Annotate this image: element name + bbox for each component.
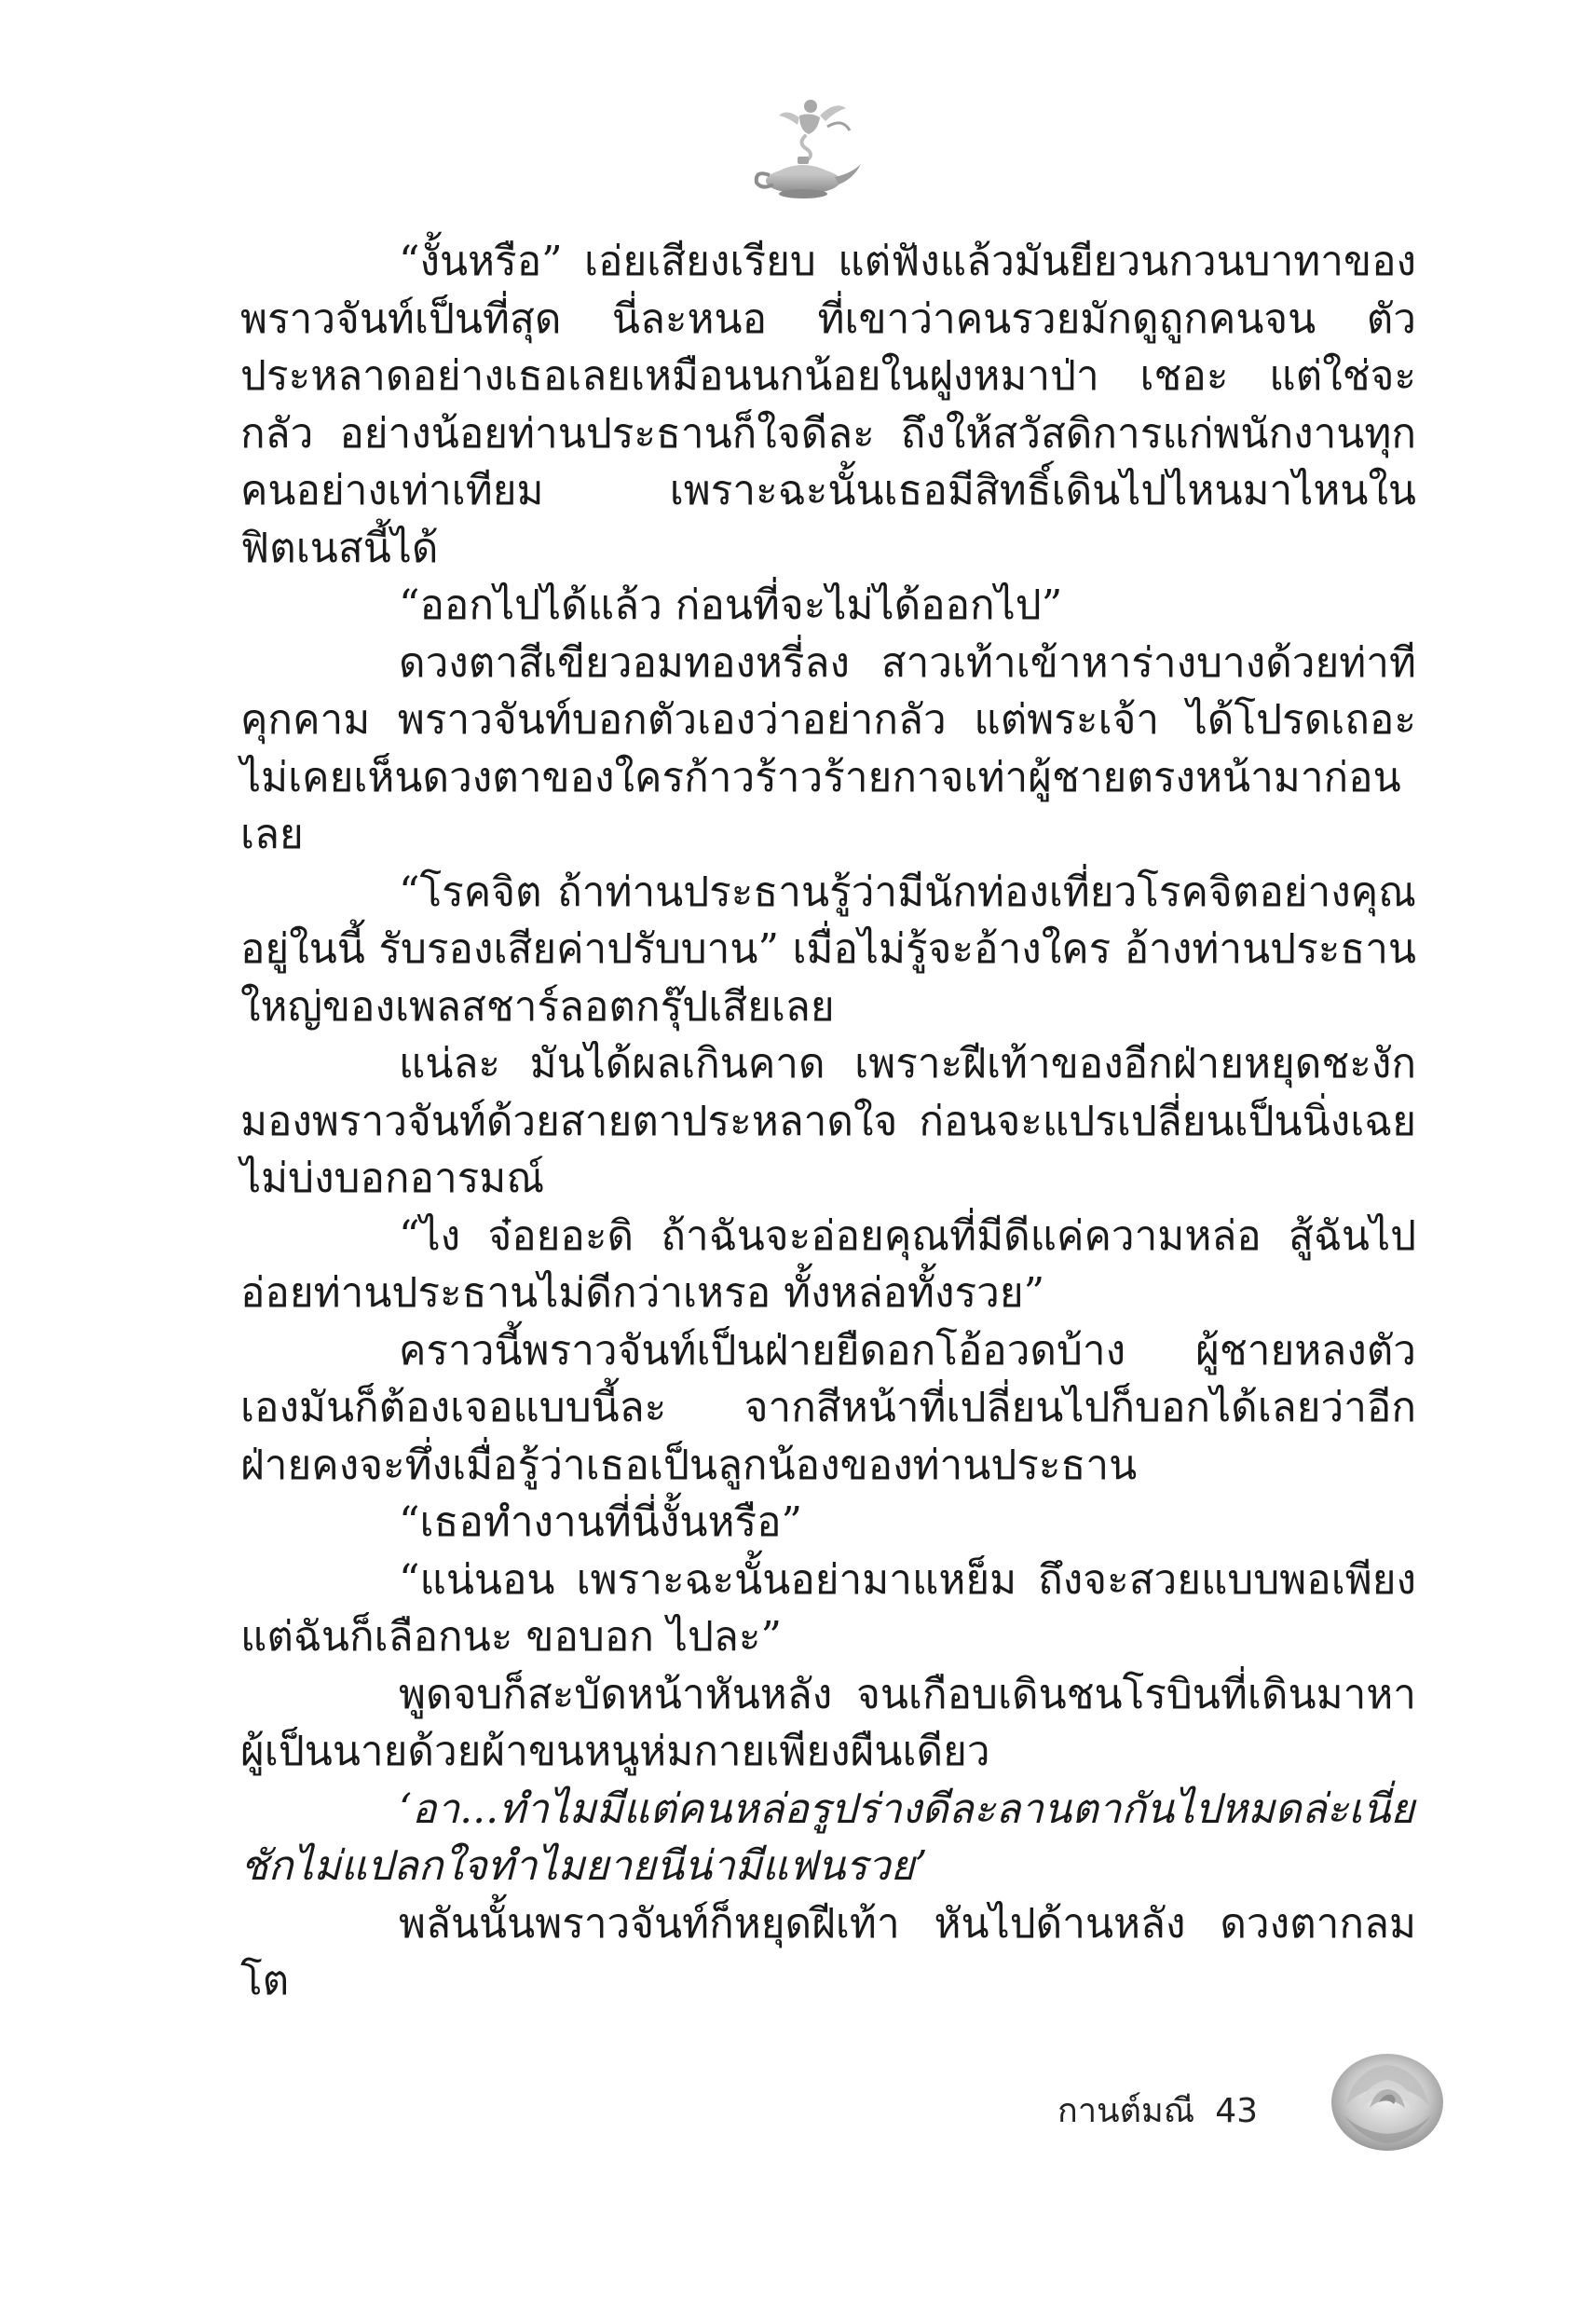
paragraph-1: “งั้นหรือ” เอ่ยเสียงเรียบ แต่ฟังแล้วมันยียวนกวนบาทาของพราวจันท์เป็นที่สุด นี่ละหนอ ที่เขาว่าคนรวยมักดูถูกคนจน ตัวประหลาดอย่างเธอเลยเหมือนนกน้อยในฝูงหมาป่า เชอะ แต่ใช่จะกลัว อย่างน้อยท่านประธานก็ใจดีละ ถึงให้สวัสดิการแก่พนักงานทุกคนอย่างเท่าเทียม เพราะฉะนั้นเธอมีสิทธิ์เดินไปไหนมาไหนในฟิตเนสนี้ได้	[240, 238, 1416, 572]
paragraph-4: “โรคจิต ถ้าท่านประธานรู้ว่ามีนักท่องเที่ยวโรคจิตอย่างคุณอยู่ในนี้ รับรองเสียค่าปรับบาน” เมื่อไม่รู้จะอ้างใคร อ้างท่านประธานใหญ่ของเพลสชาร์ลอตกรุ๊ปเสียเลย	[240, 868, 1416, 1031]
paragraph-8: “เธอทำงานที่นี่งั้นหรือ”	[399, 1498, 802, 1546]
paragraph-3: ดวงตาสีเขียวอมทองหรี่ลง สาวเท้าเข้าหาร่างบางด้วยท่าทีคุกคาม พราวจันท์บอกตัวเองว่าอย่ากลัว แต่พระเจ้า ได้โปรดเถอะ ไม่เคยเห็นดวงตาของใครก้าวร้าวร้ายกาจเท่าผู้ชายตรงหน้ามาก่อนเลย	[240, 638, 1416, 858]
body-text	[240, 233, 1416, 2010]
paragraph-5: แน่ละ มันได้ผลเกินคาด เพราะฝีเท้าของอีกฝ่ายหยุดชะงักมองพราวจันท์ด้วยสายตาประหลาดใจ ก่อนจะแปรเปลี่ยนเป็นนิ่งเฉยไม่บ่งบอกอารมณ์	[240, 1040, 1416, 1202]
paragraph-11-thought: ‘อา...ทำไมมีแต่คนหล่อรูปร่างดีละลานตากันไปหมดล่ะเนี่ย ชักไม่แปลกใจทำไมยายนีน่ามีแฟนรวย’	[240, 1785, 1415, 1890]
page-number: 43	[1215, 2092, 1258, 2130]
paragraph-10: พูดจบก็สะบัดหน้าหันหลัง จนเกือบเดินชนโรบินที่เดินมาหาผู้เป็นนายด้วยผ้าขนหนูห่มกายเพียงผืนเดียว	[240, 1670, 1416, 1775]
genie-lamp-icon	[745, 89, 866, 201]
paragraph-12: พลันนั้นพราวจันท์ก็หยุดฝีเท้า หันไปด้านหลัง ดวงตากลมโต	[240, 1899, 1416, 2004]
rose-icon	[1327, 2041, 1448, 2162]
paragraph-2: “ออกไปได้แล้ว ก่อนที่จะไม่ได้ออกไป”	[399, 581, 1063, 629]
paragraph-6: “ไง จ๋อยอะดิ ถ้าฉันจะอ่อยคุณที่มีดีแค่ความหล่อ สู้ฉันไปอ่อยท่านประธานไม่ดีกว่าเหรอ ทั้งหล่อทั้งรวย”	[240, 1211, 1416, 1317]
page-footer	[1025, 2084, 1258, 2137]
paragraph-9: “แน่นอน เพราะฉะนั้นอย่ามาแหย็ม ถึงจะสวยแบบพอเพียงแต่ฉันก็เลือกนะ ขอบอก ไปละ”	[240, 1555, 1416, 1661]
book-title: กานต์มณี	[1057, 2092, 1195, 2130]
paragraph-7: คราวนี้พราวจันท์เป็นฝ่ายยืดอกโอ้อวดบ้าง ผู้ชายหลงตัวเองมันก็ต้องเจอแบบนี้ละ จากสีหน้าที่เปลี่ยนไปก็บอกได้เลยว่าอีกฝ่ายคงจะทึ่งเมื่อรู้ว่าเธอเป็นลูกน้องของท่านประธาน	[240, 1326, 1416, 1489]
